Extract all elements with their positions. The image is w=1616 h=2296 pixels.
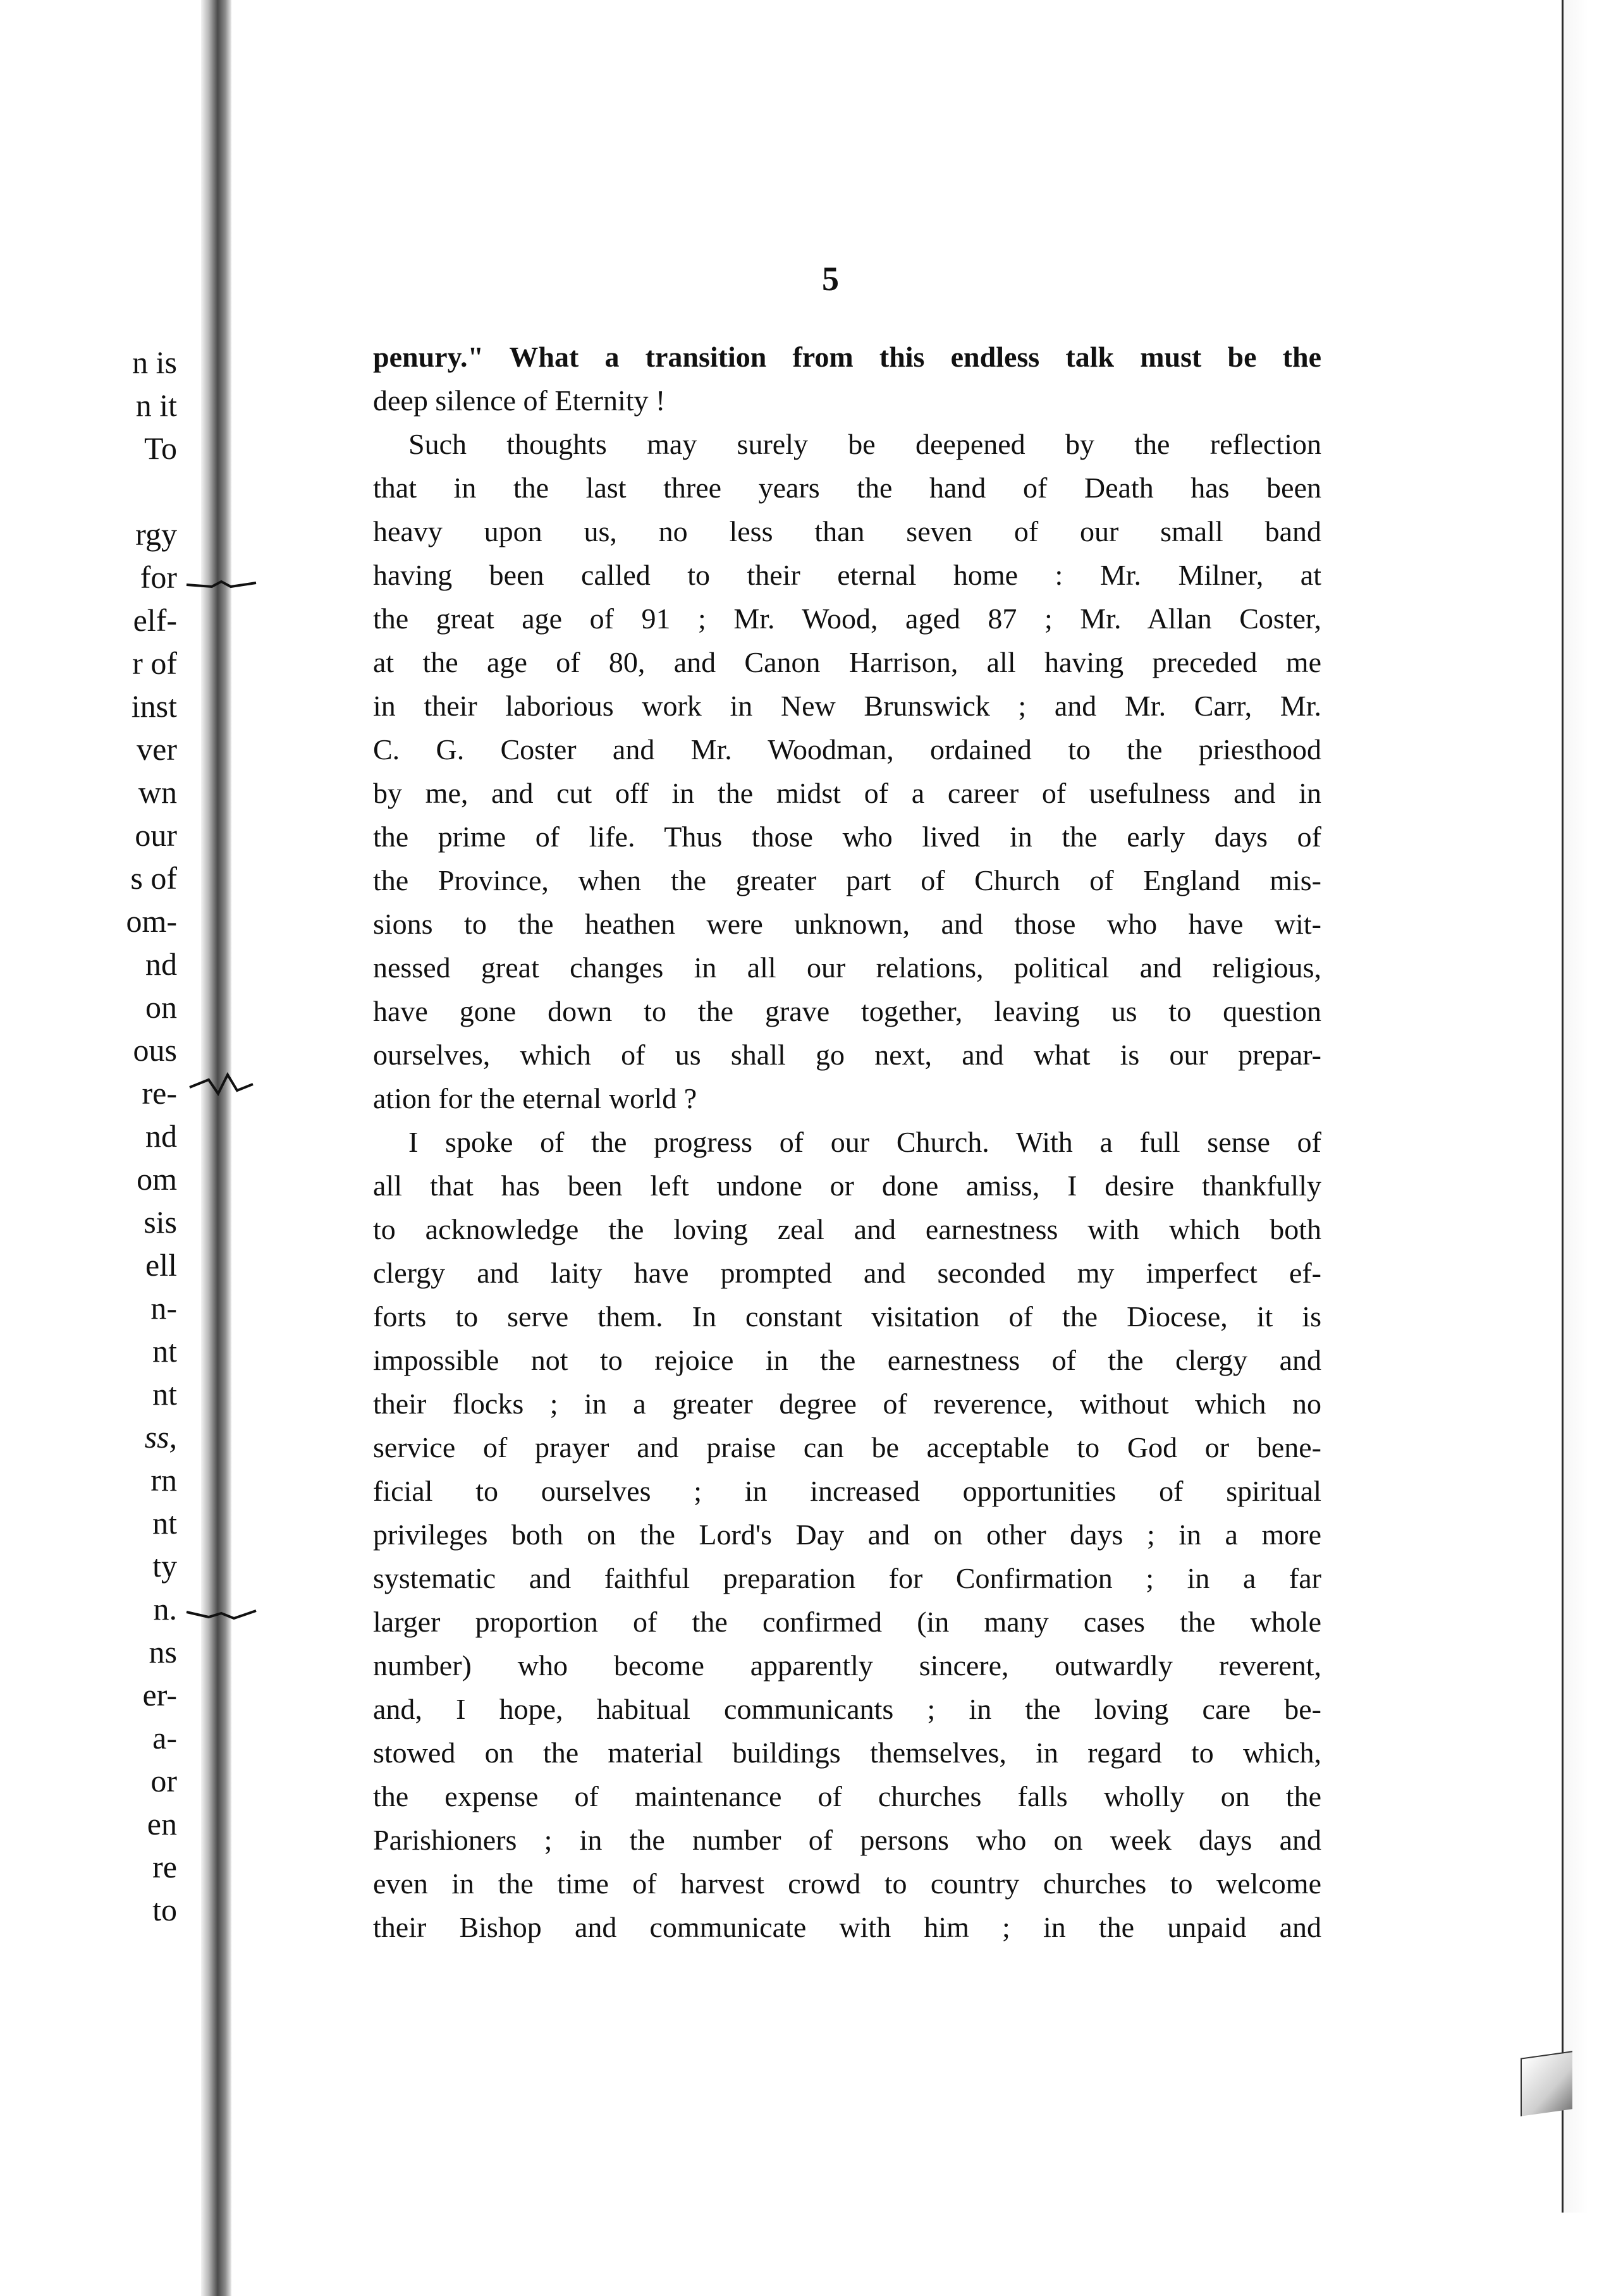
left-fragment: ss, [144, 1419, 177, 1455]
page-number: 5 [822, 260, 839, 298]
left-fragment: en [147, 1806, 177, 1841]
text-line: and, I hope, habitual communicants ; in the loving care be- [373, 1693, 1321, 1725]
text-line: number) who become apparently sincere, outwardly reverent, [373, 1649, 1321, 1682]
page-body [373, 335, 1321, 1949]
text-line: penury." What a transition from this endless talk must be the [373, 341, 1321, 373]
left-fragment: elf- [133, 602, 177, 638]
text-line: nessed great changes in all our relations, political and religious, [373, 951, 1321, 984]
left-fragment: om- [126, 903, 177, 939]
left-fragment: n it [135, 388, 177, 423]
left-facing-page [0, 0, 190, 2296]
text-line: have gone down to the grave together, leaving us to question [373, 995, 1321, 1027]
left-fragment: ver [137, 731, 177, 767]
left-fragment: nt [152, 1505, 177, 1541]
text-line: their flocks ; in a greater degree of reverence, without which no [373, 1388, 1321, 1420]
left-fragment: nt [152, 1333, 177, 1369]
text-line: the expense of maintenance of churches falls wholly on the [373, 1780, 1321, 1812]
text-line: by me, and cut off in the midst of a career of usefulness and in [373, 777, 1321, 809]
page-edge-margin [1587, 0, 1616, 2296]
text-line: the prime of life. Thus those who lived in the early days of [373, 821, 1321, 853]
text-line: the great age of 91 ; Mr. Wood, aged 87 ; Mr. Allan Coster, [373, 602, 1321, 635]
left-fragment: a- [152, 1720, 177, 1756]
left-fragment: inst [131, 688, 177, 724]
binding-stitch-icon [183, 1068, 259, 1100]
left-fragment: nd [145, 1118, 177, 1154]
text-line: their Bishop and communicate with him ; in the unpaid and [373, 1911, 1321, 1943]
left-fragment: s of [130, 860, 177, 896]
text-line: that in the last three years the hand of Death has been [373, 472, 1321, 504]
text-line: heavy upon us, no less than seven of our small band [373, 515, 1321, 547]
text-line: forts to serve them. In constant visitation of the Diocese, it is [373, 1300, 1321, 1333]
text-line: to acknowledge the loving zeal and earnestness with which both [373, 1213, 1321, 1245]
left-fragment: n. [153, 1591, 177, 1627]
left-fragment: sis [144, 1204, 177, 1240]
left-fragment: ous [133, 1032, 177, 1068]
text-line: sions to the heathen were unknown, and those who have wit- [373, 908, 1321, 940]
left-fragment: nd [145, 946, 177, 982]
text-line: privileges both on the Lord's Day and on other days ; in a more [373, 1518, 1321, 1551]
text-line: larger proportion of the confirmed (in many cases the whole [373, 1606, 1321, 1638]
text-line: all that has been left undone or done amiss, I desire thankfully [373, 1169, 1321, 1202]
left-fragment: ell [145, 1247, 177, 1283]
paragraph-1 [373, 335, 1321, 422]
text-line: Parishioners ; in the number of persons who on week days and [373, 1824, 1321, 1856]
binding-gutter [201, 0, 231, 2296]
left-fragment: ns [149, 1634, 177, 1670]
left-fragment: n- [150, 1290, 177, 1326]
left-fragment: rgy [135, 516, 177, 552]
left-fragment: om [137, 1161, 177, 1197]
left-fragment: or [150, 1763, 177, 1798]
left-fragment: n is [132, 345, 177, 380]
paragraph-2 [373, 422, 1321, 1120]
text-line: at the age of 80, and Canon Harrison, all having preceded me [373, 646, 1321, 678]
text-line: stowed on the material buildings themselves, in regard to which, [373, 1737, 1321, 1769]
binding-stitch-icon [183, 569, 259, 601]
left-fragment: wn [138, 774, 177, 810]
text-line: I spoke of the progress of our Church. With a full sense of [408, 1126, 1321, 1158]
paragraph-3 [373, 1120, 1321, 1949]
text-line: impossible not to rejoice in the earnestness of the clergy and [373, 1344, 1321, 1376]
left-fragment: on [145, 989, 177, 1025]
text-line: ficial to ourselves ; in increased opportunities of spiritual [373, 1475, 1321, 1507]
left-fragment: rn [150, 1462, 177, 1498]
text-line: even in the time of harvest crowd to country churches to welcome [373, 1867, 1321, 1900]
left-fragment: r of [132, 645, 177, 681]
text-line: ation for the eternal world ? [373, 1082, 697, 1114]
left-fragment: re [152, 1849, 177, 1884]
left-fragment: to [152, 1892, 177, 1927]
left-fragment: To [144, 430, 177, 466]
text-line: deep silence of Eternity ! [373, 384, 666, 417]
text-line: ourselves, which of us shall go next, and what is our prepar- [373, 1039, 1321, 1071]
text-line: clergy and laity have prompted and seconded my imperfect ef- [373, 1257, 1321, 1289]
left-fragment: re- [142, 1075, 177, 1111]
text-line: the Province, when the greater part of Church of England mis- [373, 864, 1321, 896]
text-line: in their laborious work in New Brunswick ; and Mr. Carr, Mr. [373, 690, 1321, 722]
binding-stitch-icon [183, 1599, 259, 1631]
text-line: C. G. Coster and Mr. Woodman, ordained to the priesthood [373, 733, 1321, 766]
left-fragment: for [140, 559, 177, 595]
left-fragment: our [135, 817, 177, 853]
left-fragment: nt [152, 1376, 177, 1412]
folded-corner [1521, 2051, 1572, 2116]
text-line: service of prayer and praise can be acceptable to God or bene- [373, 1431, 1321, 1463]
page-edge [1562, 0, 1589, 2213]
left-fragment: er- [142, 1677, 177, 1713]
left-fragment: ty [152, 1548, 177, 1584]
text-line: having been called to their eternal home : Mr. Milner, at [373, 559, 1321, 591]
text-line: Such thoughts may surely be deepened by the reflection [408, 428, 1321, 460]
text-line: systematic and faithful preparation for Confirmation ; in a far [373, 1562, 1321, 1594]
